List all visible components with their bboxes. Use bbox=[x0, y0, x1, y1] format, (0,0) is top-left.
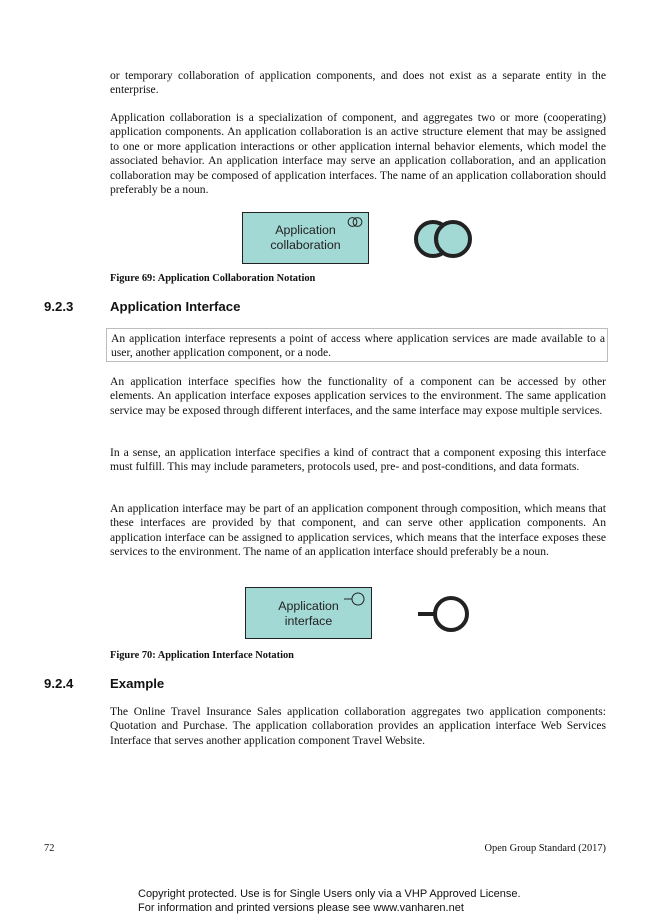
collab-box-label-2: collaboration bbox=[270, 238, 341, 252]
copyright-line-1: Copyright protected. Use is for Single Users only via a VHP Approved License. bbox=[138, 888, 521, 900]
paragraph-interface-2: In a sense, an application interface specifies a kind of contract that a component exposing this interface must fulfill. This may include parameters, protocols used, pre- and post-conditions, and data formats. bbox=[110, 446, 606, 474]
application-interface-icon bbox=[414, 592, 474, 636]
figure-70-caption: Figure 70: Application Interface Notation bbox=[110, 650, 294, 661]
section-title: Example bbox=[110, 676, 165, 691]
interface-box-label-2: interface bbox=[284, 614, 333, 628]
page-number: 72 bbox=[44, 843, 55, 854]
definition-text: An application interface represents a point of access where application services are made available to a user, another application component, or a node. bbox=[111, 332, 605, 360]
footer-standard: Open Group Standard (2017) bbox=[484, 843, 606, 854]
paragraph-interface-3: An application interface may be part of an application component through composition, which means that these interfaces are provided by that component, and can serve other application components. An application interface can be assigned to application services, which means that the interface exposes these services to the environment. The name of an application interface should preferably be a noun. bbox=[110, 502, 606, 559]
copyright-line-2: For information and printed versions please see www.vanharen.net bbox=[138, 902, 464, 914]
application-collaboration-icon bbox=[412, 215, 474, 263]
collab-box-label-1: Application bbox=[275, 223, 336, 237]
application-collaboration-box bbox=[242, 212, 369, 264]
paragraph-intro: or temporary collaboration of application components, and does not exist as a separate entity in the enterprise. bbox=[110, 69, 606, 97]
definition-box bbox=[106, 328, 608, 362]
interface-box-label-1: Application bbox=[278, 599, 339, 613]
application-interface-box bbox=[245, 587, 372, 639]
paragraph-interface-1: An application interface specifies how the functionality of a component can be accessed by other elements. An application interface exposes application services to the environment. The same application service may be exposed through different interfaces, and the same interface may expose multiple services. bbox=[110, 375, 606, 417]
section-number: 9.2.4 bbox=[44, 676, 74, 691]
paragraph-collaboration: Application collaboration is a specialization of component, and aggregates two or more (cooperating) application components. An application collaboration is an active structure element that may be assigned to one or more application interactions or other application internal behavior elements, which model the associated behavior. An application interface may serve an application collaboration, and an application collaboration may be composed of application interfaces. The name of an application collaboration should preferably be a noun. bbox=[110, 111, 606, 197]
figure-69-caption: Figure 69: Application Collaboration Notation bbox=[110, 273, 316, 284]
section-title: Application Interface bbox=[110, 299, 241, 314]
section-number: 9.2.3 bbox=[44, 299, 74, 314]
paragraph-example: The Online Travel Insurance Sales application collaboration aggregates two application components: Quotation and Purchase. The application collaboration provides an application interface Web Services Interface that serves another application component Travel Website. bbox=[110, 705, 606, 747]
